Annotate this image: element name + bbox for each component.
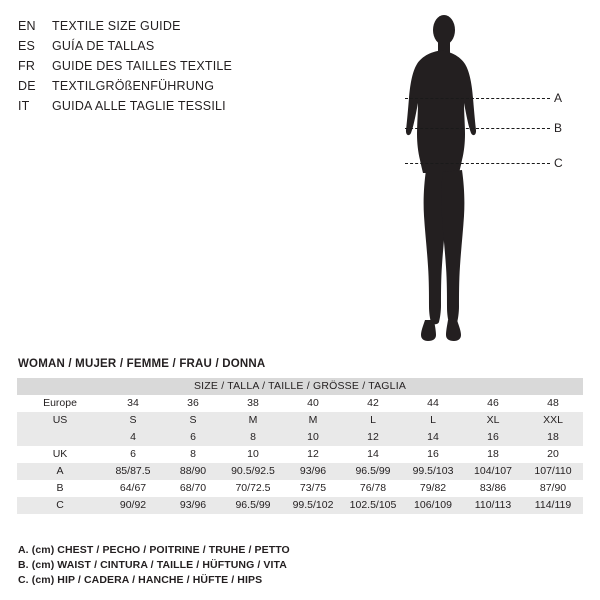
cell: 110/113 <box>463 497 523 514</box>
language-code-es: ES <box>18 39 36 53</box>
table-row <box>17 480 583 497</box>
cell: 10 <box>283 429 343 446</box>
cell: S <box>163 412 223 429</box>
language-code-fr: FR <box>18 59 36 73</box>
cell: 83/86 <box>463 480 523 497</box>
cell: 6 <box>103 446 163 463</box>
section-label-woman: WOMAN / MUJER / FEMME / FRAU / DONNA <box>18 358 266 370</box>
cell: 93/96 <box>283 463 343 480</box>
table-header-row <box>17 378 583 395</box>
cell: 34 <box>103 395 163 412</box>
table-row <box>17 429 583 446</box>
cell: 36 <box>163 395 223 412</box>
cell: 79/82 <box>403 480 463 497</box>
cell: 96.5/99 <box>343 463 403 480</box>
cell: S <box>103 412 163 429</box>
note-b: B. (cm) WAIST / CINTURA / TAILLE / HÜFTUNG / VITA <box>18 559 287 571</box>
cell: 8 <box>223 429 283 446</box>
cell: 10 <box>223 446 283 463</box>
language-title-de: TEXTILGRÖßENFÜHRUNG <box>52 79 215 93</box>
language-title-es: GUÍA DE TALLAS <box>52 39 155 53</box>
language-code-it: IT <box>18 99 30 113</box>
table-header-label: SIZE / TALLA / TAILLE / GRÖSSE / TAGLIA <box>17 378 583 395</box>
cell: 46 <box>463 395 523 412</box>
note-c: C. (cm) HIP / CADERA / HANCHE / HÜFTE / HIPS <box>18 574 263 586</box>
language-row-en <box>18 16 348 36</box>
guide-line-c <box>405 163 550 164</box>
cell: 93/96 <box>163 497 223 514</box>
cell: 106/109 <box>403 497 463 514</box>
cell: M <box>283 412 343 429</box>
cell: 38 <box>223 395 283 412</box>
cell: L <box>343 412 403 429</box>
row-label-us-numeric <box>17 429 103 446</box>
language-title-block <box>18 16 348 116</box>
size-table-wrapper <box>17 378 583 514</box>
cell: 64/67 <box>103 480 163 497</box>
row-label-c: C <box>17 497 103 514</box>
language-title-en: TEXTILE SIZE GUIDE <box>52 19 181 33</box>
cell: 99.5/102 <box>283 497 343 514</box>
cell: 87/90 <box>523 480 583 497</box>
cell: 107/110 <box>523 463 583 480</box>
cell: XXL <box>523 412 583 429</box>
table-row <box>17 395 583 412</box>
cell: 44 <box>403 395 463 412</box>
female-body-figure <box>362 10 592 370</box>
cell: 68/70 <box>163 480 223 497</box>
cell: 18 <box>463 446 523 463</box>
language-row-es <box>18 36 348 56</box>
cell: 20 <box>523 446 583 463</box>
cell: 70/72.5 <box>223 480 283 497</box>
language-code-de: DE <box>18 79 36 93</box>
measurement-notes <box>18 543 578 588</box>
cell: 16 <box>463 429 523 446</box>
cell: 102.5/105 <box>343 497 403 514</box>
language-row-de <box>18 76 348 96</box>
cell: 8 <box>163 446 223 463</box>
cell: 85/87.5 <box>103 463 163 480</box>
female-silhouette-icon <box>362 10 592 370</box>
row-label-uk: UK <box>17 446 103 463</box>
row-label-us: US <box>17 412 103 429</box>
guide-line-a <box>405 98 550 99</box>
guide-label-a: A <box>554 91 563 105</box>
cell: 4 <box>103 429 163 446</box>
cell: 99.5/103 <box>403 463 463 480</box>
table-row <box>17 497 583 514</box>
cell: 14 <box>343 446 403 463</box>
cell: 88/90 <box>163 463 223 480</box>
row-label-europe: Europe <box>17 395 103 412</box>
cell: 14 <box>403 429 463 446</box>
cell: 104/107 <box>463 463 523 480</box>
cell: 114/119 <box>523 497 583 514</box>
table-row <box>17 412 583 429</box>
guide-label-b: B <box>554 121 563 135</box>
cell: 90.5/92.5 <box>223 463 283 480</box>
cell: 18 <box>523 429 583 446</box>
language-title-it: GUIDA ALLE TAGLIE TESSILI <box>52 99 226 113</box>
cell: 12 <box>343 429 403 446</box>
cell: 48 <box>523 395 583 412</box>
language-row-it <box>18 96 348 116</box>
note-a: A. (cm) CHEST / PECHO / POITRINE / TRUHE / PETTO <box>18 544 290 556</box>
cell: 96.5/99 <box>223 497 283 514</box>
cell: 6 <box>163 429 223 446</box>
language-row-fr <box>18 56 348 76</box>
row-label-b: B <box>17 480 103 497</box>
guide-label-c: C <box>554 156 563 170</box>
cell: L <box>403 412 463 429</box>
cell: 73/75 <box>283 480 343 497</box>
cell: 40 <box>283 395 343 412</box>
size-table <box>17 378 583 514</box>
table-row <box>17 463 583 480</box>
language-title-fr: GUIDE DES TAILLES TEXTILE <box>52 59 233 73</box>
language-code-en: EN <box>18 19 36 33</box>
cell: 76/78 <box>343 480 403 497</box>
cell: 90/92 <box>103 497 163 514</box>
cell: M <box>223 412 283 429</box>
cell: 42 <box>343 395 403 412</box>
cell: 16 <box>403 446 463 463</box>
table-row <box>17 446 583 463</box>
guide-line-b <box>405 128 550 129</box>
cell: XL <box>463 412 523 429</box>
cell: 12 <box>283 446 343 463</box>
row-label-a: A <box>17 463 103 480</box>
